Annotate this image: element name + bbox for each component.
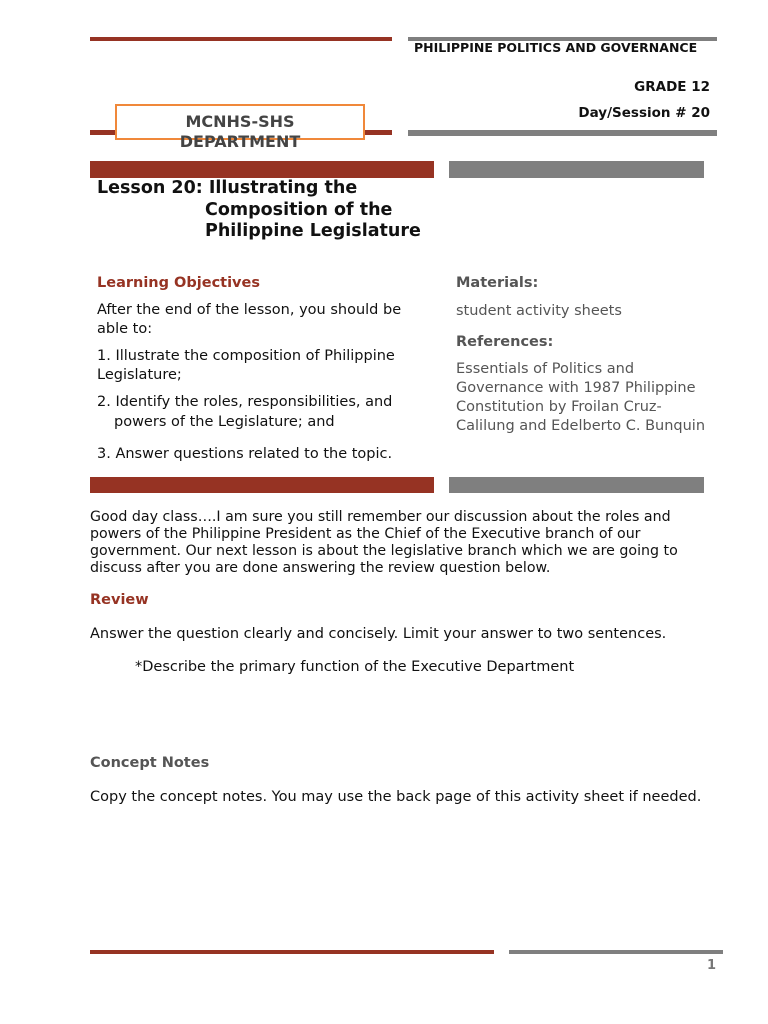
footer-rule-right [509, 950, 723, 954]
school-department: DEPARTMENT [179, 132, 301, 151]
lesson-band-right [449, 161, 704, 178]
school-name: MCNHS-SHS [185, 112, 295, 131]
materials-text: student activity sheets [456, 303, 622, 319]
concept-heading: Concept Notes [90, 755, 210, 771]
session-label: Day/Session # 20 [578, 105, 710, 121]
references-line-4: Calilung and Edelberto C. Bunquin [456, 418, 706, 434]
school-department-box [115, 104, 365, 151]
review-instruction: Answer the question clearly and concisely. Limit your answer to two sentences. [90, 626, 667, 642]
header-rule-right-bottom [408, 130, 717, 136]
subject-title: PHILIPPINE POLITICS AND GOVERNANCE [414, 40, 698, 55]
grade-label: GRADE 12 [634, 79, 710, 95]
review-question: *Describe the primary function of the Executive Department [135, 659, 575, 675]
section-band-left [90, 477, 434, 493]
header-rule-left-top [90, 37, 392, 41]
lesson-title [97, 178, 437, 243]
references-line-2: Governance with 1987 Philippine [456, 380, 696, 396]
materials-heading: Materials: [456, 275, 539, 291]
references-line-3: Constitution by Froilan Cruz- [456, 399, 662, 415]
lesson-title-line-1: Lesson 20: Illustrating the [97, 178, 358, 198]
objective-item-3: 3. Answer questions related to the topic. [97, 446, 393, 462]
intro-paragraph: Good day class….I am sure you still remember our discussion about the roles and powers of the Philippine President as the Chief of the Executive branch of our government. Our next lesson is about the legislative branch which we are going to discuss after you are done answering the review question below. [90, 509, 678, 576]
objective-item-2-cont: powers of the Legislature; and [114, 414, 335, 430]
objective-item-1: 1. Illustrate the composition of Philippine Legislature; [97, 348, 395, 383]
review-heading: Review [90, 592, 149, 608]
objective-item-2: 2. Identify the roles, responsibilities, and [97, 394, 393, 410]
lesson-title-line-2: Composition of the [205, 199, 393, 220]
footer-rule-left [90, 950, 494, 954]
lesson-band-left [90, 161, 434, 178]
references-heading: References: [456, 334, 554, 350]
concept-instruction: Copy the concept notes. You may use the back page of this activity sheet if needed. [90, 789, 702, 805]
objectives-intro: After the end of the lesson, you should be able to: [97, 302, 402, 337]
page-number: 1 [706, 958, 716, 973]
section-band-right [449, 477, 704, 493]
objectives-heading: Learning Objectives [97, 275, 260, 291]
lesson-title-line-3: Philippine Legislature [205, 221, 421, 241]
references-line-1: Essentials of Politics and [456, 361, 635, 377]
